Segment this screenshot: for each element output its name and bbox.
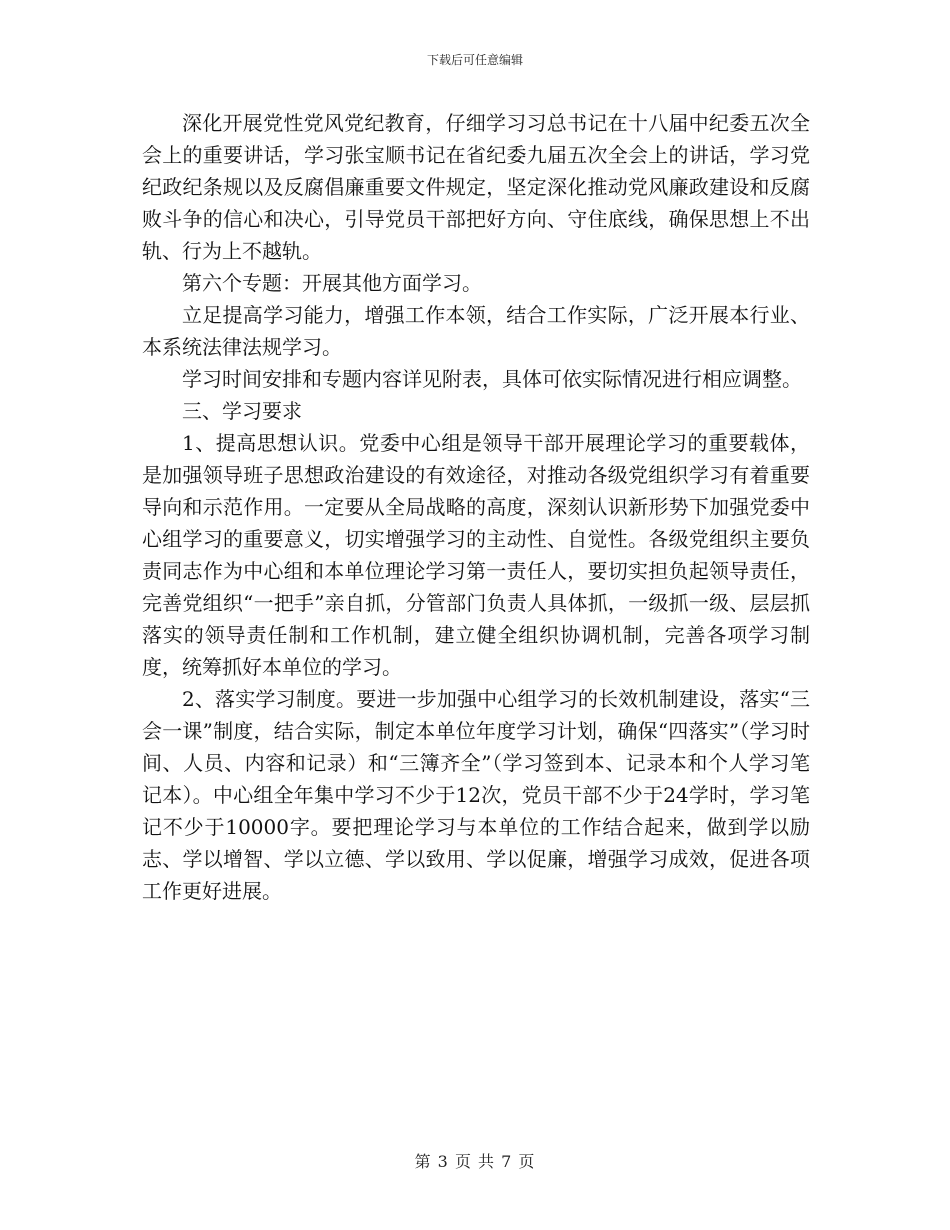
section-heading-requirements: 三、学习要求 [182,399,302,423]
paragraph-improve-ability: 立足提高学习能力，增强工作本领，结合工作实际，广泛开展本行业、本系统法律法规学习。 [142,303,810,359]
paragraph-requirement-1: 1、提高思想认识。党委中心组是领导干部开展理论学习的重要载体，是加强领导班子思想政治建设的有效途径，对推动各级党组织学习有着重要导向和示范作用。一定要从全局战略的高度，深刻认识新形势下加强党委中心组学习的重要意义，切实增强学习的主动性、自觉性。各级党组织主要负责同志作为中心组和本单位理论学习第一责任人，要切实担负起领导责任，完善党组织“一把手”亲自抓，分管部门负责人具体抓，一级抓一级、层层抓落实的领导责任制和工作机制，建立健全组织协调机制，完善各项学习制度，统筹抓好本单位的学习。 [142,431,810,679]
paragraph-topic-six: 第六个专题：开展其他方面学习。 [182,271,482,295]
document-body [142,107,810,907]
paragraph-schedule-note: 学习时间安排和专题内容详见附表，具体可依实际情况进行相应调整。 [182,367,802,391]
page-footer: 第 3 页 共 7 页 [414,1152,536,1171]
paragraph-requirement-2: 2、落实学习制度。要进一步加强中心组学习的长效机制建设，落实“三会一课”制度，结合实际，制定本单位年度学习计划，确保“四落实”（学习时间、人员、内容和记录）和“三簿齐全”（学习签到本、记录本和个人学习笔记本）。中心组全年集中学习不少于12次，党员干部不少于24学时，学习笔记不少于10000字。要把理论学习与本单位的工作结合起来，做到学以励志、学以增智、学以立德、学以致用、学以促廉，增强学习成效，促进各项工作更好进展。 [142,687,810,903]
paragraph-discipline-education: 深化开展党性党风党纪教育，仔细学习习总书记在十八届中纪委五次全会上的重要讲话，学习张宝顺书记在省纪委九届五次全会上的讲话，学习党纪政纪条规以及反腐倡廉重要文件规定，坚定深化推动党风廉政建设和反腐败斗争的信心和决心，引导党员干部把好方向、守住底线，确保思想上不出轨、行为上不越轨。 [142,111,810,263]
page-header: 下载后可任意编辑 [426,53,523,67]
